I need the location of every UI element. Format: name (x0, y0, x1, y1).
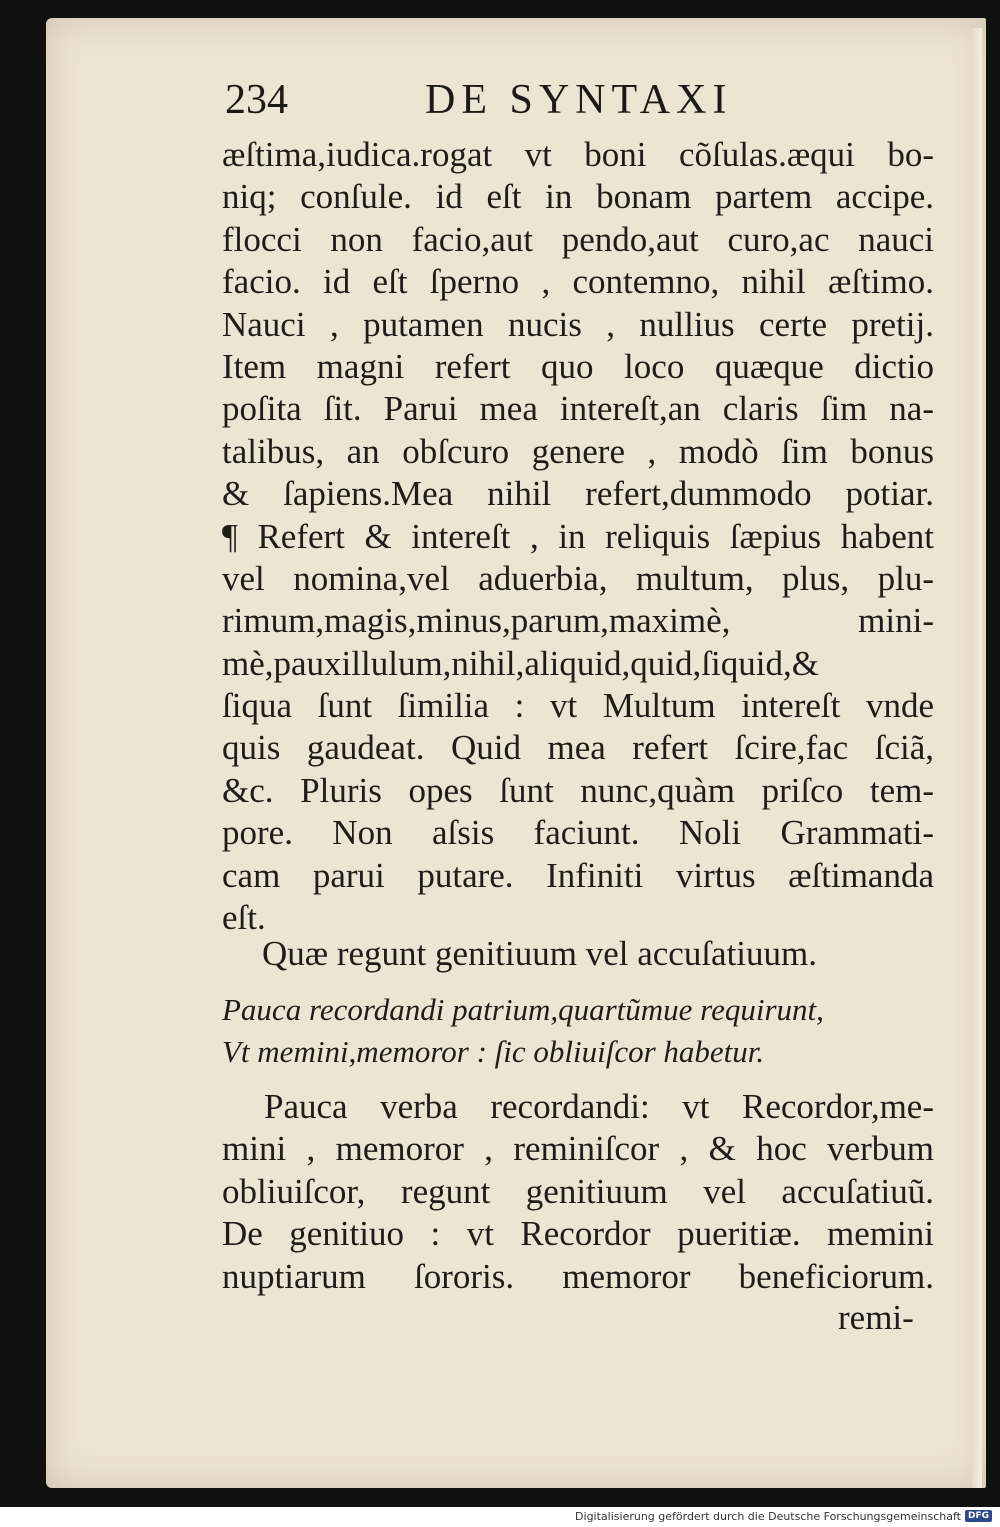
text-line: poſita ſit. Parui mea intereſt,an claris ſim na- (222, 389, 934, 429)
page-edge (972, 28, 982, 1488)
text-line: eſt. (222, 898, 266, 938)
text-line: Item magni refert quo loco quæque dictio (222, 346, 934, 386)
paragraph-2 (222, 1086, 934, 1298)
text-line: cam parui putare. Infiniti virtus æſtimanda (222, 855, 934, 895)
text-line: flocci non facio,aut pendo,aut curo,ac nauci (222, 219, 934, 259)
text-line: niq; conſule. id eſt in bonam partem accipe. (222, 177, 934, 217)
verse-line: Pauca recordandi patrium,quartũmue requirunt, (222, 992, 824, 1027)
text-line: nuptiarum ſororis. memoror beneficiorum. (222, 1256, 934, 1296)
page-number: 234 (225, 77, 288, 123)
section-heading: Quæ regunt genitiuum vel accuſatiuum. (262, 934, 818, 973)
text-line: rimum,magis,minus,parum,maximè, mini- (222, 601, 934, 641)
text-line: Pauca verba recordandi: vt Recordor,me- (264, 1087, 934, 1126)
digitization-footer (575, 1507, 992, 1525)
running-title: DE SYNTAXI (425, 77, 733, 123)
catchword: remi- (838, 1298, 914, 1337)
text-line: æſtima,iudica.rogat vt boni cõſulas.æqui bo- (222, 135, 934, 174)
footer-credit: Digitalisierung gefördert durch die Deutsche Forschungsgemeinschaft (575, 1509, 961, 1523)
text-line: Nauci , putamen nucis , nullius certe pretij. (222, 304, 934, 344)
text-line: facio. id eſt ſperno , contemno, nihil æſtimo. (222, 262, 934, 302)
text-line: talibus, an obſcuro genere , modò ſim bonus (222, 431, 934, 471)
text-line: mè,pauxillulum,nihil,aliquid,quid,ſiquid,& (222, 643, 819, 683)
dfg-logo-icon: DFG (965, 1510, 992, 1522)
paragraph-1 (222, 134, 934, 939)
text-line: vel nomina,vel aduerbia, multum, plus, plu- (222, 558, 934, 598)
text-line: ſiqua ſunt ſimilia : vt Multum intereſt vnde (222, 686, 934, 726)
text-line: quis gaudeat. Quid mea refert ſcire,fac ſciã, (222, 728, 934, 768)
text-line: & ſapiens.Mea nihil refert,dummodo potiar. (222, 474, 934, 514)
text-line: pore. Non aſsis faciunt. Noli Grammati- (222, 813, 934, 853)
text-line: &c. Pluris opes ſunt nunc,quàm priſco tem- (222, 770, 934, 810)
verse-line: Vt memini,memoror : ſic obliuiſcor habetur. (222, 1034, 765, 1069)
text-line: ¶ Refert & intereſt , in reliquis ſæpius habent (222, 516, 934, 556)
running-head (225, 76, 785, 136)
text-line: obliuiſcor, regunt genitiuum vel accuſatiuũ. (222, 1171, 934, 1211)
text-line: De genitiuo : vt Recordor pueritiæ. memini (222, 1214, 934, 1254)
text-line: mini , memoror , reminiſcor , & hoc verbum (222, 1129, 934, 1169)
